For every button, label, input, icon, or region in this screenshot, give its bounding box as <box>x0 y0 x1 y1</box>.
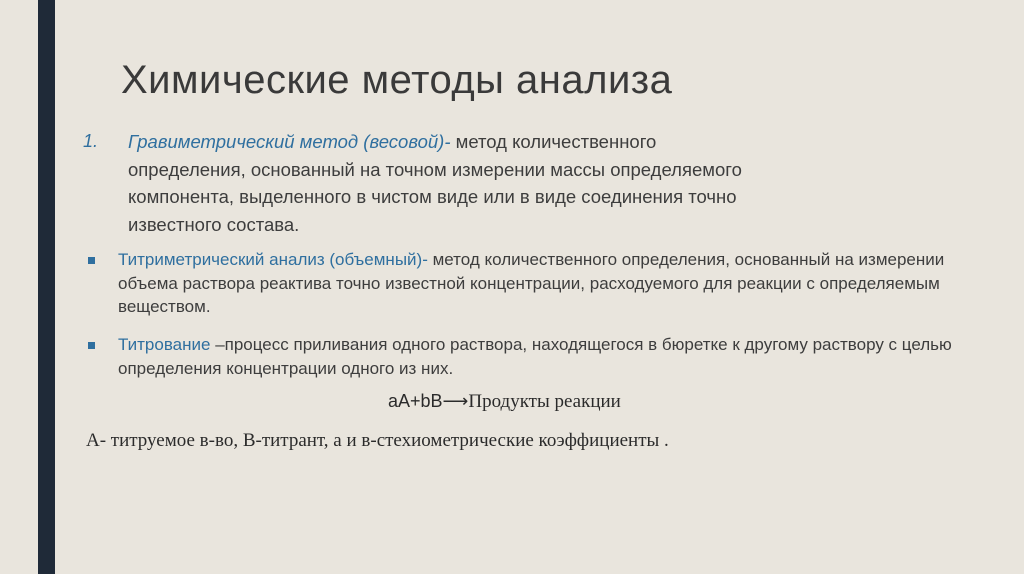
side-accent-bar <box>38 0 55 574</box>
arrow-icon: ⟶ <box>442 391 469 411</box>
equation-reactants: aA+bB <box>388 391 443 411</box>
definition-titration: –процесс приливания одного раствора, находящегося в бюретке к другому раствору с целью определения концентрации одного из них. <box>118 335 952 378</box>
list-number: 1. <box>83 131 99 151</box>
definition-gravimetric: метод количественного определения, основанный на точном измерении массы определяемого компонента, выделенного в чистом виде или в виде соединения точно известного состава. <box>128 131 742 235</box>
term-gravimetric: Гравиметрический метод (весовой)- <box>128 131 451 152</box>
square-bullet-icon <box>88 342 95 349</box>
square-bullet-icon <box>88 257 95 264</box>
definition-titrimetric: метод количественного определения, основанный на измерении объема раствора реактива точно известной концентрации, расходуемого для реакции с определяемым веществом. <box>118 250 945 316</box>
list-item-gravimetric <box>83 128 768 238</box>
term-titrimetric: Титриметрический анализ (объемный)- <box>118 250 428 269</box>
slide-title: Химические методы анализа <box>121 58 673 102</box>
equation-products: Продукты реакции <box>468 391 621 412</box>
reaction-equation <box>388 391 621 413</box>
legend-note: А- титруемое в-во, В-титрант, а и в-стехиометрические коэффициенты . <box>86 430 669 451</box>
list-item-titration <box>118 333 978 380</box>
list-item-titrimetric <box>118 248 978 319</box>
term-titration: Титрование <box>118 335 211 354</box>
